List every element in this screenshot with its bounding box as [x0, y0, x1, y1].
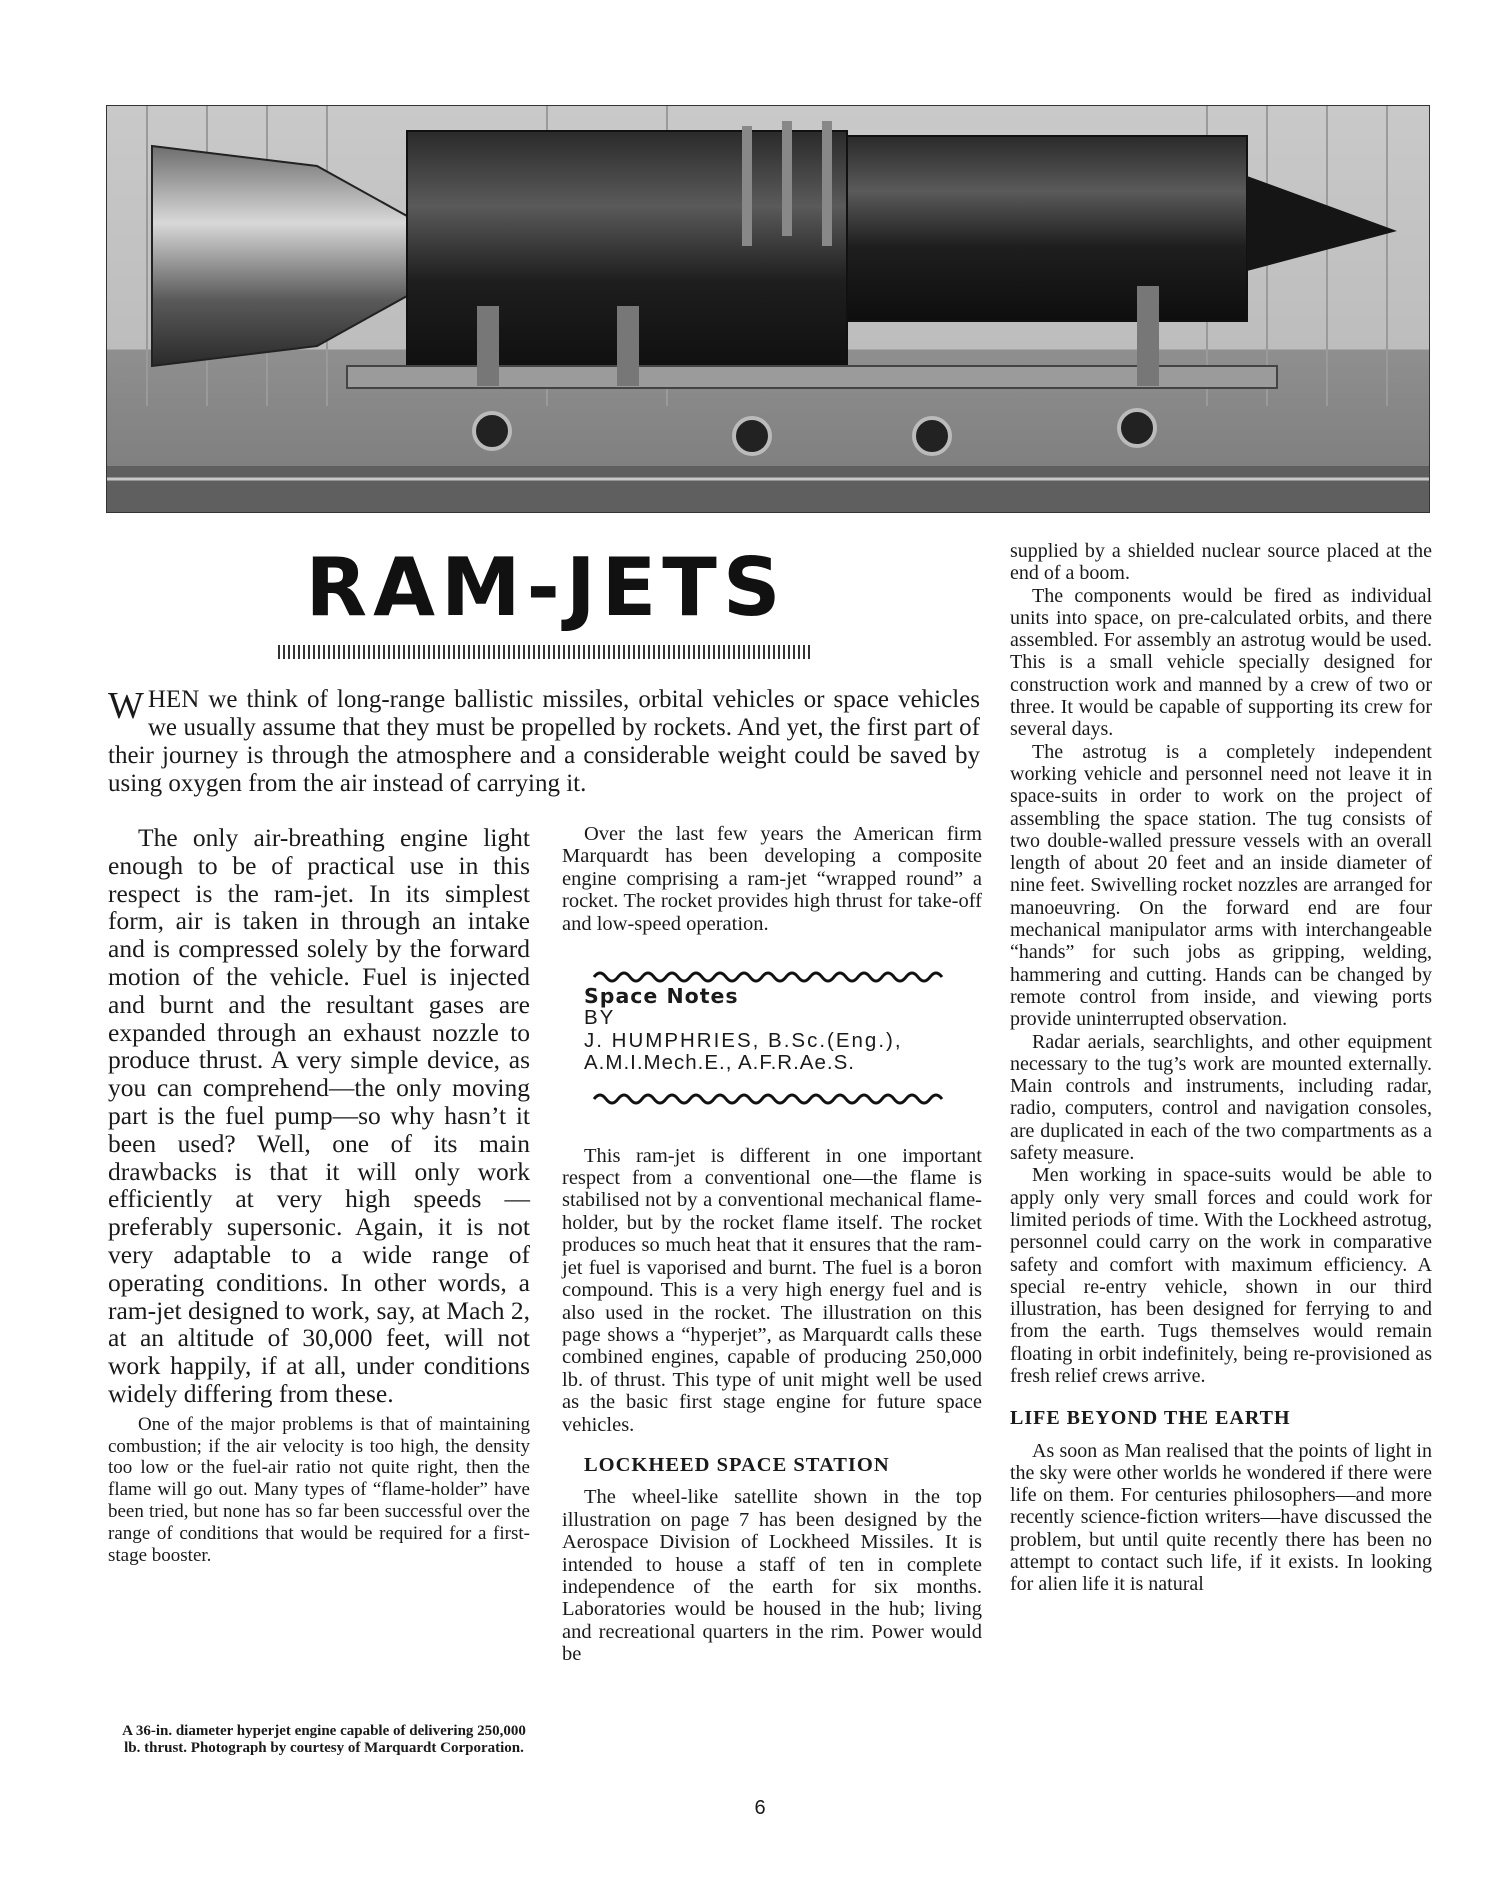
- photo-caption: A 36-in. diameter hyperjet engine capable of delivering 250,000 lb. thrust. Photograph by courtesy of Marquardt Corporation.: [122, 1723, 526, 1756]
- intro-text: HEN we think of long-range ballistic missiles, orbital vehicles or space vehicles we usually assume that they must be propelled by rockets. And yet, the first part of their journey is through the atmosphere and a considerable weight could be saved by using oxygen from the air instead of carrying it.: [108, 686, 980, 797]
- engine-illustration: [107, 106, 1429, 512]
- space-notes-title: Space Notes: [584, 984, 739, 1009]
- drop-cap: W: [108, 685, 144, 727]
- section-heading: LOCKHEED SPACE STATION: [584, 1453, 890, 1476]
- paragraph: The only air-breathing engine light enough to be of practical use in this respect is the ram-jet. In its simplest form, air is taken in through an intake and is compressed solely by the forward motion of the vehicle. Fuel is injected and burnt and the resultant gases are expanded through an exhaust nozzle to produce thrust. A very simple device, as you can comprehend—the only moving part is the fuel pump—so why hasn’t it been used? Well, one of its main drawbacks is that it will only work efficiently at very high speeds — preferably supersonic. Again, it is not very adaptable to a wide range of operating conditions. In other words, a ram-jet designed to work, say, at Mach 2, at an altitude of 30,000 feet, will not work happily, if at all, under conditions widely differing from these.: [108, 823, 530, 1408]
- column-left: [108, 824, 530, 1566]
- intro-paragraph: [108, 686, 980, 798]
- column-right: [1010, 540, 1432, 1596]
- paragraph: Radar aerials, searchlights, and other equipment necessary to the tug’s work are mounted externally. Main controls and instruments, including radar, radio, computers, control and navigation consoles, are duplicated in each of the two compartments as a safety measure.: [1010, 1030, 1432, 1165]
- page-number: 6: [754, 1797, 766, 1819]
- wavy-rule-top: [592, 969, 952, 985]
- paragraph: Men working in space-suits would be able to apply only very small forces and could work for limited periods of time. With the Lockheed astrotug, personnel could carry on the work in comparative safety and comfort with maximum efficiency. A special re-entry vehicle, shown in our third illustration, has been designed for ferrying to and from the earth. Tugs themselves would remain floating in orbit indefinitely, being re-provisioned as fresh relief crews arrive.: [1010, 1164, 1432, 1387]
- paragraph: One of the major problems is that of maintaining combustion; if the air velocity is too high, the density too low or the fuel-air ratio not quite right, then the flame will go out. Many types of “flame-holder” have been tried, but none has so far been successful over the range of conditions that would be required for a first-stage booster.: [108, 1413, 530, 1566]
- column-middle: [562, 823, 982, 1666]
- author-qualifications: A.M.I.Mech.E., A.F.R.Ae.S.: [584, 1051, 855, 1075]
- byline-by: BY: [584, 1006, 616, 1030]
- author-name: J. HUMPHRIES, B.Sc.(Eng.),: [584, 1028, 903, 1052]
- wavy-rule-bottom: [592, 1091, 952, 1107]
- paragraph: The astrotug is a completely independent working vehicle and personnel need not leave it in space-suits in order to work on the project of assembling the space station. The tug consists of two double-walled pressure vessels with an overall length of about 20 feet and an inside diameter of nine feet. Swivelling rocket nozzles are arranged for manoeuvring. On the forward end are four mechanical manipulator arms with interchangeable “hands” for such jobs as gripping, welding, hammering and cutting. Hands can be changed by remote control from inside, and viewing ports provide uninterrupted observation.: [1010, 740, 1432, 1031]
- section-heading: LIFE BEYOND THE EARTH: [1010, 1407, 1291, 1430]
- engine-photograph: [106, 105, 1430, 513]
- paragraph: This ram-jet is different in one important respect from a conventional one—the flame is stabilised not by a conventional mechanical flame-holder, but by the rocket flame itself. The rocket produces so much heat that it ensures that the ram-jet fuel is vaporised and burnt. The fuel is a boron compound. This is a very high energy fuel and is also used in the rocket. The illustration on this page shows a “hyperjet”, as Marquardt calls these combined engines, capable of producing 250,000 lb. of thrust. This type of unit might well be used as the basic first stage engine for future space vehicles.: [562, 1144, 982, 1436]
- paragraph: supplied by a shielded nuclear source placed at the end of a boom.: [1010, 540, 1432, 585]
- paragraph: The components would be fired as individual units into space, on pre-calculated orbits, and there assembled. For assembly an astrotug would be used. This is a small vehicle specially designed for construction work and manned by a crew of two or three. It would be capable of supporting its crew for several days.: [1010, 584, 1432, 741]
- article-title: RAM-JETS: [305, 541, 787, 634]
- paragraph: The wheel-like satellite shown in the top illustration on page 7 has been designed by the Aerospace Division of Lockheed Missiles. It is intended to house a staff of ten in complete independence of the earth for six months. Laboratories would be housed in the hub; living and recreational quarters in the rim. Power would be: [562, 1486, 982, 1666]
- paragraph: Over the last few years the American firm Marquardt has been developing a composite engine comprising a ram-jet “wrapped round” a rocket. The rocket provides high thrust for take-off and low-speed operation.: [562, 823, 982, 935]
- paragraph: As soon as Man realised that the points of light in the sky were other worlds he wondered if there were life on them. For centuries philosophers—and more recently science-fiction writers—have discussed the problem, but until quite recently there has been no attempt to contact such life, if it exists. In looking for alien life it is natural: [1010, 1439, 1432, 1596]
- title-rule: [278, 645, 812, 659]
